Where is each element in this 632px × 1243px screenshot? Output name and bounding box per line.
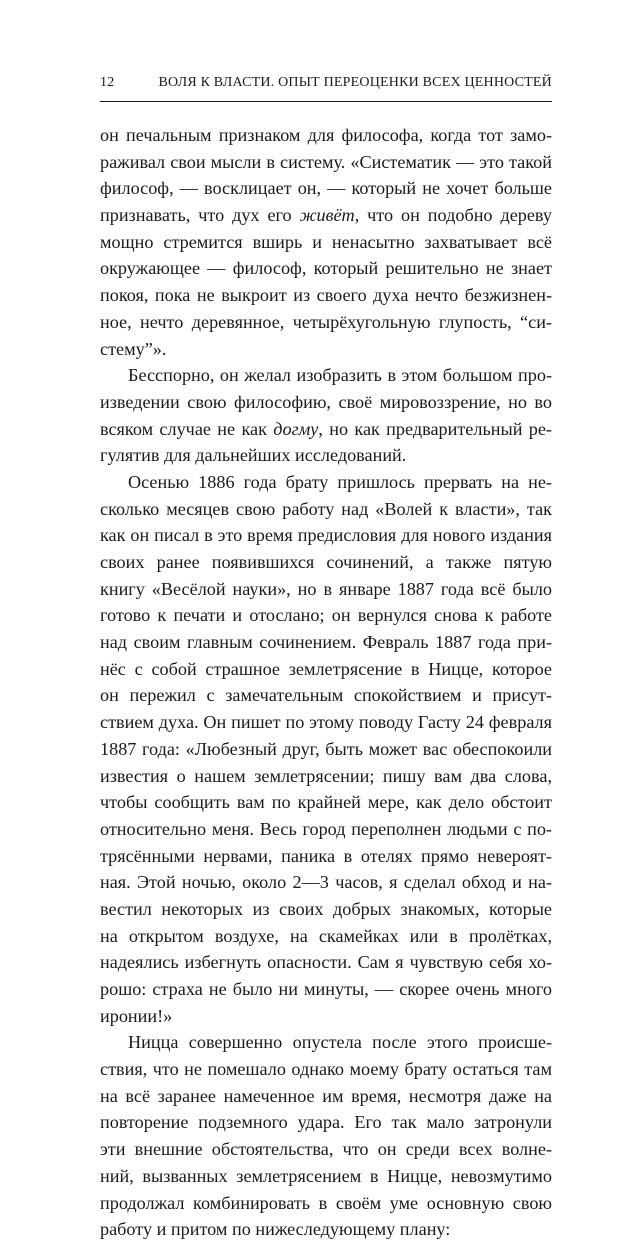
paragraph [100, 1029, 552, 1243]
text-line: рошо: страха не было ни минуты, — скорее очень много [100, 979, 552, 999]
text-line: повторение подземного удара. Его так мало затронули [100, 1112, 552, 1133]
italic-emphasis: живёт [299, 205, 355, 226]
text-line: он пережил с замечательным спокойствием и присут- [100, 685, 552, 706]
text-segment: , но как предварительный ре- [318, 418, 552, 439]
text-line: ная. Этой ночью, около 2—3 часов, я сделал обход и на- [100, 872, 552, 893]
text-line: надеялись избегнуть опасности. Сам я чувствую себя хо- [100, 952, 552, 973]
text-line: изведении свою философию, своё мировоззрение, но во [100, 391, 552, 412]
text-line: относительно меня. Весь город переполнен людьми с по- [100, 818, 552, 839]
text-line: ствием духа. Он пишет по этому поводу Гасту 24 февраля [100, 712, 552, 733]
text-line: трясёнными нервами, паника в отелях прямо невероят- [100, 845, 552, 866]
text-line: известия о нашем землетрясении; пишу вам два слова, [100, 765, 552, 786]
paragraph [100, 122, 552, 362]
text-segment: признавать, что дух его [100, 205, 300, 226]
body-text [100, 122, 552, 1243]
text-line: эти внешние обстоятельства, что он среди всех волне- [100, 1139, 552, 1160]
text-line: философ, — восклицает он, — который не хочет больше [100, 178, 552, 199]
text-line: вестил некоторых из своих добрых знакомых, которые [100, 898, 552, 919]
text-line: над своим главным сочинением. Февраль 1887 года при- [100, 632, 552, 653]
running-title: ВОЛЯ К ВЛАСТИ. ОПЫТ ПЕРЕОЦЕНКИ ВСЕХ ЦЕННОСТЕЙ [158, 75, 552, 90]
text-line: он печальным признаком для философа, когда тот замо- [100, 125, 552, 145]
text-line: покоя, пока не выкроит из своего духа нечто безжизнен- [100, 285, 552, 306]
text-line: ствия, что не помешало однако моему брату остаться там [100, 1059, 552, 1080]
text-line: нёс с собой страшное землетрясение в Ницце, которое [100, 658, 552, 679]
text-line: ний, вызванных землетрясением в Ницце, невозмутимо [100, 1165, 552, 1186]
paragraph [100, 469, 552, 1029]
text-segment: всяком случае не как [100, 418, 274, 439]
page-number: 12 [100, 75, 115, 90]
text-line [100, 416, 552, 443]
text-line: на всё заранее намеченное им время, несмотря даже на [100, 1085, 552, 1106]
text-line: как он писал в это время предисловия для нового издания [100, 525, 552, 546]
text-line: Осенью 1886 года брату пришлось прервать на не- [128, 471, 552, 492]
text-line [100, 202, 552, 229]
text-line: мощно стремится вширь и ненасытно захватывает всё [100, 231, 552, 252]
italic-emphasis: догму [273, 418, 319, 439]
text-line: ное, нечто деревянное, четырёхугольную глупость, “си- [100, 311, 552, 332]
text-line: Бесспорно, он желал изобразить в этом большом про- [128, 365, 552, 386]
header-rule [100, 101, 552, 102]
text-line: раживал свои мысли в систему. «Систематик — это такой [100, 151, 552, 172]
running-header [100, 75, 552, 97]
text-line: гулятив для дальнейших исследований. [100, 445, 407, 466]
text-line: чтобы сообщить вам по крайней мере, как дело обстоит [100, 792, 552, 813]
text-line: своих ранее появившихся сочинений, а также пятую [100, 552, 552, 572]
text-line: Ницца совершенно опустела после этого происше- [128, 1032, 552, 1053]
paragraph [100, 362, 552, 469]
text-line: иронии!» [100, 1005, 173, 1026]
text-line: 1887 года: «Любезный друг, быть может вас обеспокоили [100, 738, 552, 759]
text-line: на открытом воздухе, на скамейках или в пролётках, [100, 925, 552, 946]
text-line: сколько месяцев свою работу над «Волей к власти», так [100, 498, 552, 519]
text-line: продолжал комбинировать в своём уме основную свою [100, 1192, 552, 1213]
text-line: готово к печати и отослано; он вернулся снова к работе [100, 605, 552, 626]
text-line: стему”». [100, 338, 167, 359]
text-line: книгу «Весёлой науки», но в январе 1887 года всё было [100, 578, 552, 599]
text-line: работу и притом по нижеследующему плану: [100, 1219, 451, 1240]
text-segment: , что он подобно дереву [354, 205, 552, 226]
text-line: окружающее — философ, который решительно не знает [100, 258, 552, 279]
